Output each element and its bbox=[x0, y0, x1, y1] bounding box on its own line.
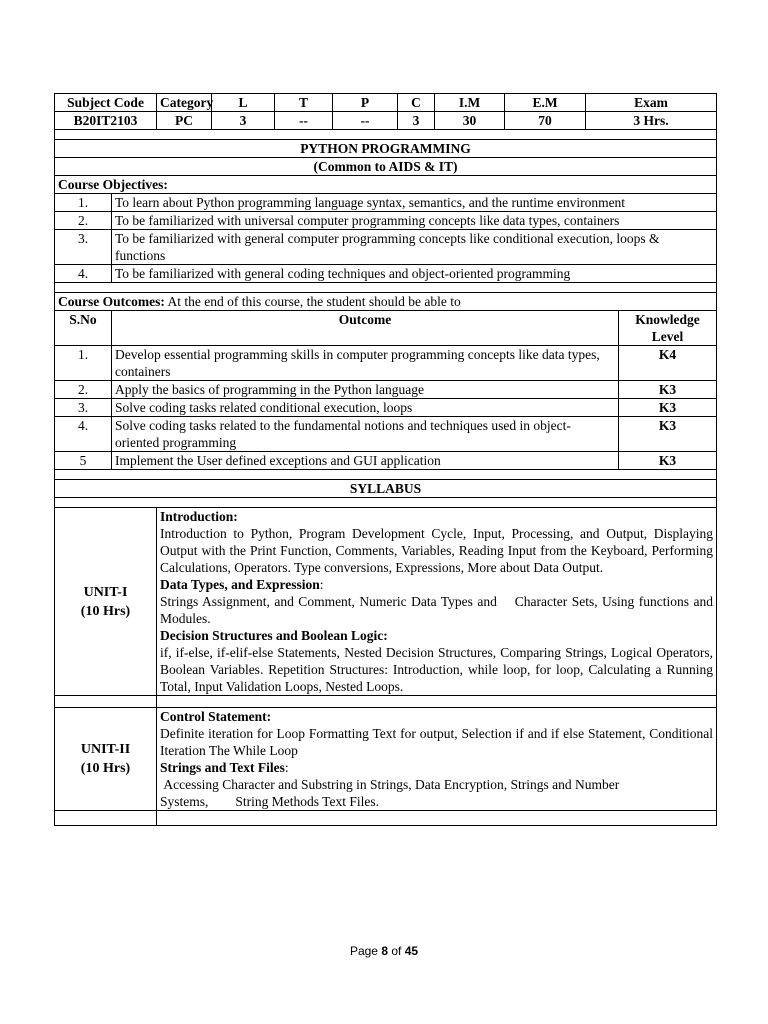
topic-heading: Introduction: bbox=[160, 509, 238, 524]
topic-heading-suffix: : bbox=[284, 760, 289, 775]
header-c: C bbox=[398, 94, 435, 112]
spacer-row bbox=[55, 283, 717, 293]
page-of: of bbox=[388, 944, 405, 958]
topic-text: if, if-else, if-elif-else Statements, Nested Decision Structures, Comparing Strings, Logical Operators, Boolean Variables. Repetition Structures: Introduction, while loop, for loop, Calculating a Running Total, Input Validation Loops, Nested Loops. bbox=[160, 645, 713, 694]
outcomes-header-row bbox=[55, 311, 717, 346]
outcome-row bbox=[55, 381, 717, 399]
unit-row bbox=[55, 708, 717, 811]
unit-spacer-row bbox=[55, 696, 717, 708]
unit-content bbox=[157, 508, 717, 696]
objective-row bbox=[55, 194, 717, 212]
spacer-row bbox=[55, 498, 717, 508]
topic-heading: Decision Structures and Boolean Logic: bbox=[160, 628, 388, 643]
course-subtitle-row bbox=[55, 158, 717, 176]
unit-hours: (10 Hrs) bbox=[80, 603, 131, 619]
outcome-level: K3 bbox=[619, 417, 717, 452]
unit-label: UNIT-I bbox=[83, 584, 128, 600]
objective-number: 1. bbox=[55, 194, 112, 212]
outcome-text: Solve coding tasks related conditional execution, loops bbox=[112, 399, 619, 417]
objective-row bbox=[55, 212, 717, 230]
outcome-level: K4 bbox=[619, 346, 717, 381]
syllabus-heading-row bbox=[55, 480, 717, 498]
outcome-text: Solve coding tasks related to the fundamental notions and techniques used in object- oriented programming bbox=[112, 417, 619, 452]
outcomes-heading: Course Outcomes: bbox=[58, 294, 165, 309]
value-im: 30 bbox=[435, 112, 505, 130]
course-title-row bbox=[55, 140, 717, 158]
value-p: -- bbox=[333, 112, 398, 130]
topic-text: Accessing Character and Substring in Strings, Data Encryption, Strings and Number bbox=[160, 777, 620, 792]
spacer-row bbox=[55, 470, 717, 480]
outcome-row bbox=[55, 399, 717, 417]
value-category: PC bbox=[157, 112, 212, 130]
values-row bbox=[55, 112, 717, 130]
syllabus-document bbox=[54, 93, 716, 826]
unit-spacer-row bbox=[55, 811, 717, 826]
objective-number: 4. bbox=[55, 265, 112, 283]
unit-row bbox=[55, 508, 717, 696]
objective-text: To learn about Python programming language syntax, semantics, and the runtime environment bbox=[112, 194, 717, 212]
objective-text: To be familiarized with universal computer programming concepts like data types, containers bbox=[112, 212, 717, 230]
outcome-number: 3. bbox=[55, 399, 112, 417]
outcome-number: 5 bbox=[55, 452, 112, 470]
topic-heading-line bbox=[160, 759, 713, 776]
outcome-number: 2. bbox=[55, 381, 112, 399]
outcome-level: K3 bbox=[619, 381, 717, 399]
outcomes-intro: At the end of this course, the student should be able to bbox=[167, 294, 461, 309]
header-l: L bbox=[212, 94, 275, 112]
value-em: 70 bbox=[505, 112, 586, 130]
header-category: Category bbox=[157, 94, 212, 112]
outcome-row bbox=[55, 346, 717, 381]
outcome-level: K3 bbox=[619, 452, 717, 470]
syllabus-heading: SYLLABUS bbox=[55, 480, 717, 498]
header-im: I.M bbox=[435, 94, 505, 112]
objective-row bbox=[55, 265, 717, 283]
value-exam: 3 Hrs. bbox=[586, 112, 717, 130]
topic-heading-line bbox=[160, 576, 713, 593]
topic-text: Definite iteration for Loop Formatting Text for output, Selection if and if else Statement, Conditional Iteration The While Loop bbox=[160, 726, 713, 758]
value-subject-code: B20IT2103 bbox=[55, 112, 157, 130]
objective-number: 3. bbox=[55, 230, 112, 265]
page-footer bbox=[0, 944, 768, 958]
header-p: P bbox=[333, 94, 398, 112]
topic-heading-suffix: : bbox=[319, 577, 324, 592]
header-em: E.M bbox=[505, 94, 586, 112]
topic-text: Introduction to Python, Program Development Cycle, Input, Processing, and Output, Displaying Output with the Print Function, Comments, Variables, Reading Input from the Keyboard, Performing Calculations, Operators. Type conversions, Expressions, More about Data Output. bbox=[160, 526, 713, 575]
page-current: 8 bbox=[381, 944, 388, 958]
topic-heading: Data Types, and Expression bbox=[160, 577, 320, 592]
col-sno: S.No bbox=[55, 311, 112, 346]
unit-label: UNIT-II bbox=[80, 742, 131, 757]
outcome-number: 1. bbox=[55, 346, 112, 381]
page-label: Page bbox=[349, 944, 382, 958]
outcomes-heading-row bbox=[55, 293, 717, 311]
course-title: PYTHON PROGRAMMING bbox=[55, 140, 717, 158]
objective-row bbox=[55, 230, 717, 265]
outcome-row bbox=[55, 452, 717, 470]
outcome-text: Implement the User defined exceptions and GUI application bbox=[112, 452, 619, 470]
objective-text: To be familiarized with general coding techniques and object-oriented programming bbox=[112, 265, 717, 283]
course-subtitle: (Common to AIDS & IT) bbox=[55, 158, 717, 176]
objective-text: To be familiarized with general computer programming concepts like conditional execution, loops & functions bbox=[112, 230, 717, 265]
header-subject-code: Subject Code bbox=[55, 94, 157, 112]
value-c: 3 bbox=[398, 112, 435, 130]
objectives-heading-row bbox=[55, 176, 717, 194]
outcome-row bbox=[55, 417, 717, 452]
page-total: 45 bbox=[404, 944, 419, 958]
header-exam: Exam bbox=[586, 94, 717, 112]
objective-number: 2. bbox=[55, 212, 112, 230]
outcome-text: Develop essential programming skills in computer programming concepts like data types, containers bbox=[112, 346, 619, 381]
topic-heading: Control Statement: bbox=[160, 709, 272, 724]
syllabus-table bbox=[54, 93, 717, 826]
header-row bbox=[55, 94, 717, 112]
unit-content bbox=[157, 708, 717, 811]
topic-heading: Strings and Text Files bbox=[160, 760, 285, 775]
outcome-number: 4. bbox=[55, 417, 112, 452]
objectives-heading: Course Objectives: bbox=[55, 176, 717, 194]
value-l: 3 bbox=[212, 112, 275, 130]
outcomes-heading-cell bbox=[55, 293, 717, 311]
spacer-row bbox=[55, 130, 717, 140]
outcome-text: Apply the basics of programming in the Python language bbox=[112, 381, 619, 399]
topic-text: Systems, String Methods Text Files. bbox=[160, 794, 379, 809]
col-knowledge-level: Knowledge Level bbox=[619, 311, 717, 346]
value-t: -- bbox=[275, 112, 333, 130]
unit-label-cell bbox=[55, 508, 157, 696]
col-outcome: Outcome bbox=[112, 311, 619, 346]
unit-label-cell bbox=[55, 708, 157, 811]
unit-hours: (10 Hrs) bbox=[80, 761, 131, 776]
header-t: T bbox=[275, 94, 333, 112]
outcome-level: K3 bbox=[619, 399, 717, 417]
topic-text: Strings Assignment, and Comment, Numeric Data Types and Character Sets, Using functions and Modules. bbox=[160, 594, 717, 626]
